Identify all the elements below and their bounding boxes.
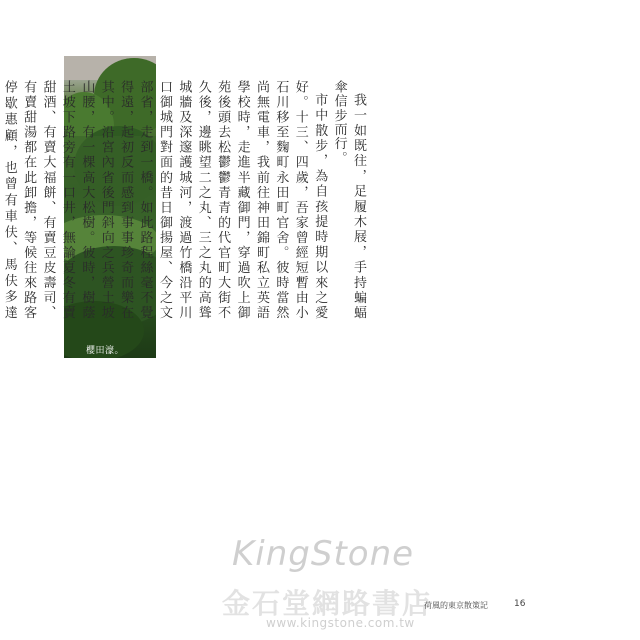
watermark-url: www.kingstone.com.tw — [266, 616, 415, 630]
page-number: 16 — [514, 599, 526, 609]
photo-caption: 櫻田濠。 — [86, 346, 125, 356]
watermark-brand: KingStone — [232, 534, 415, 574]
paragraph: 市中散步，為自孩提時期以來之愛好。十三、四歲，吾家曾經短暫由小石川移至麴町永田町官舍。彼時當然尚無電車，我前往神田錦町私立英語學校時，走進半藏御門，穿過吹上御苑後頭去松鬱鬱青青的代官町大街不久後，邊眺望二之丸、三之丸的高聳城牆及深邃護城河，渡過竹橋沿平川口御城門對面的昔日御揚屋、今之文部省，走到一橋。如此路程絲毫不覺得遠，起初反而感到事事珍奇而樂在其中。沿宮內省後門斜向之兵營土坡山腰，有一棵高大松樹。彼時，樹蔭土坡下路旁有一口井，無論夏冬有賣甜酒、有賣大福餅、有賣豆皮壽司、有賣甜湯都在此卸擔，等候往來路客停歇惠顧，也曾有車伕、馬伕多達 — [1, 80, 328, 320]
running-footer-title: 荷風的東京散策記 — [424, 601, 488, 610]
paragraph: 我一如既往，足履木屐，手持蝙蝠傘信步而行。 — [331, 80, 366, 320]
watermark-store-name: 金石堂網路書店 — [222, 587, 433, 620]
body-text — [0, 80, 368, 320]
